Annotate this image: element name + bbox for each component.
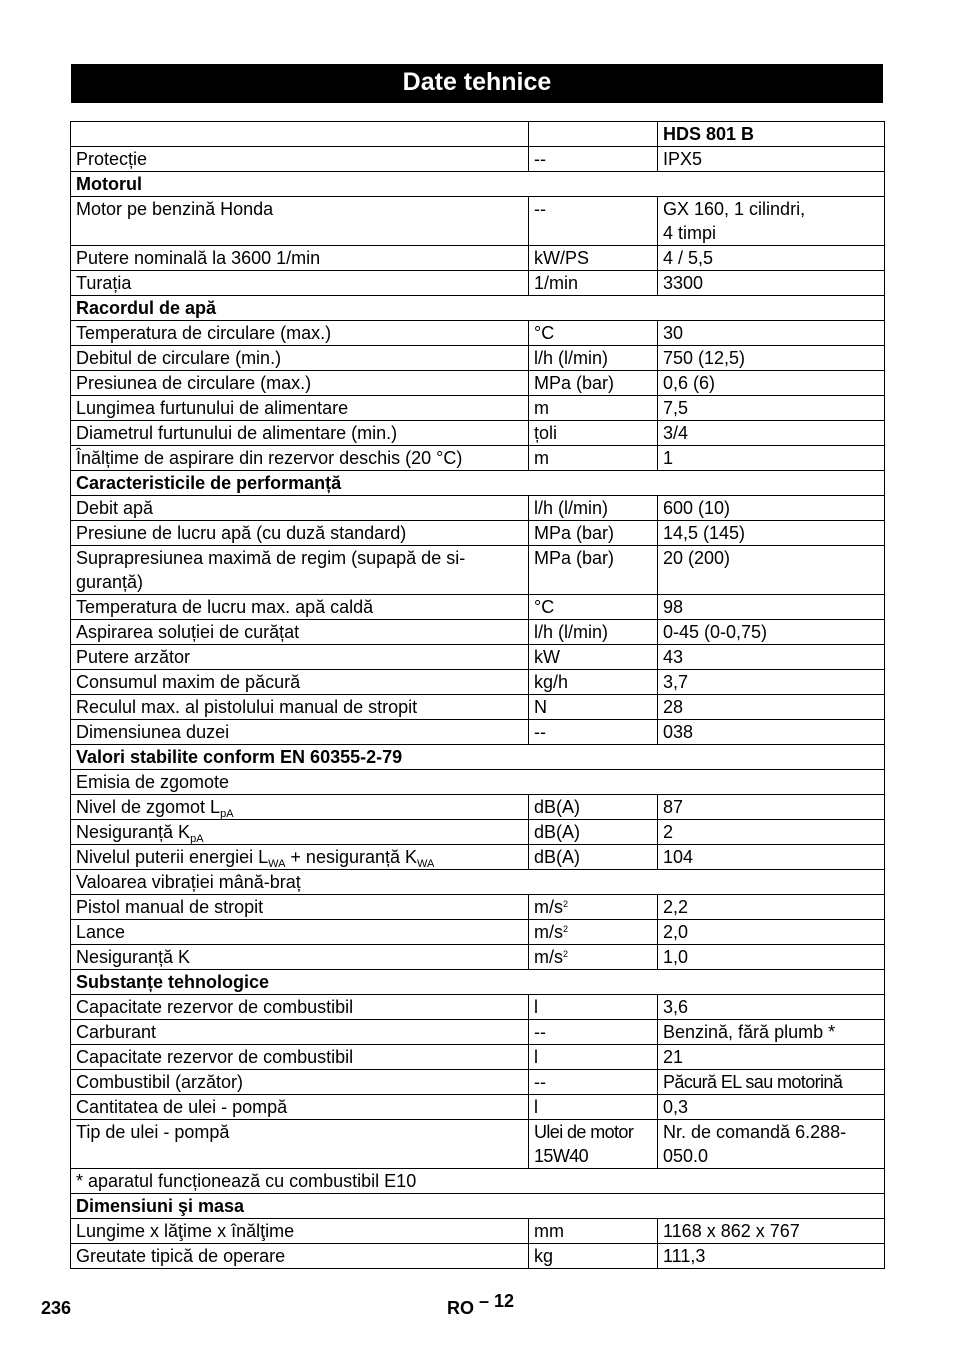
unit-text-line2: 15W40 xyxy=(534,1146,589,1166)
parameter-cell xyxy=(71,645,529,670)
table-row xyxy=(71,246,885,271)
value-cell xyxy=(658,321,885,346)
section-title: Caracteristicile de performanță xyxy=(71,471,885,496)
table-row xyxy=(71,595,885,620)
unit-cell xyxy=(529,147,658,172)
parameter-cell xyxy=(71,1244,529,1269)
value-cell xyxy=(658,421,885,446)
unit-text: 1/min xyxy=(534,273,579,293)
table-row xyxy=(71,496,885,521)
footer-dash: – xyxy=(479,1291,490,1311)
value-text: 104 xyxy=(663,847,694,867)
unit-cell xyxy=(529,271,658,296)
unit-text: °C xyxy=(534,323,555,343)
value-cell xyxy=(658,845,885,870)
value-cell xyxy=(658,945,885,970)
unit-text: -- xyxy=(534,199,546,219)
unit-cell xyxy=(529,1020,658,1045)
section-header-row xyxy=(71,970,885,995)
table-row xyxy=(71,670,885,695)
parameter-cell xyxy=(71,1219,529,1244)
parameter-cell xyxy=(71,1045,529,1070)
parameter-label-line2: guranță) xyxy=(76,572,144,592)
section-header-row xyxy=(71,745,885,770)
table-header-row xyxy=(71,122,885,147)
footer-section-page: 12 xyxy=(494,1291,515,1311)
value-text: Nr. de comandă 6.288- xyxy=(663,1122,847,1142)
section-header-row xyxy=(71,471,885,496)
table-row xyxy=(71,197,885,246)
parameter-subscript: WA xyxy=(417,858,435,870)
parameter-label: Lance xyxy=(76,922,126,942)
parameter-label: Debitul de circulare (min.) xyxy=(76,348,282,368)
parameter-subscript: pA xyxy=(220,808,234,820)
unit-text: l/h (l/min) xyxy=(534,622,609,642)
parameter-label: Debit apă xyxy=(76,498,154,518)
table-row xyxy=(71,1070,885,1095)
value-cell xyxy=(658,521,885,546)
table-row xyxy=(71,795,885,820)
parameter-cell xyxy=(71,945,529,970)
unit-text: l/h (l/min) xyxy=(534,348,609,368)
parameter-cell xyxy=(71,845,529,870)
section-header-row xyxy=(71,296,885,321)
parameter-cell xyxy=(71,1070,529,1095)
value-text: 600 (10) xyxy=(663,498,731,518)
value-cell xyxy=(658,1219,885,1244)
parameter-cell xyxy=(71,446,529,471)
parameter-cell xyxy=(71,546,529,595)
footnote-text: * aparatul funcționează cu combustibil E10 xyxy=(71,1169,885,1194)
page-number: 236 xyxy=(41,1298,72,1318)
value-cell xyxy=(658,1070,885,1095)
unit-cell xyxy=(529,1120,658,1169)
value-text: 0-45 (0-0,75) xyxy=(663,622,768,642)
value-cell xyxy=(658,995,885,1020)
value-cell xyxy=(658,147,885,172)
table-row xyxy=(71,346,885,371)
section-title: Dimensiuni şi masa xyxy=(71,1194,885,1219)
unit-cell xyxy=(529,1070,658,1095)
parameter-label: Lungimea furtunului de alimentare xyxy=(76,398,349,418)
unit-superscript: 2 xyxy=(563,899,569,909)
section-title: Valori stabilite conform EN 60355-2-79 xyxy=(71,745,885,770)
parameter-cell xyxy=(71,895,529,920)
table-row xyxy=(71,371,885,396)
value-text: 14,5 (145) xyxy=(663,523,746,543)
unit-text: l xyxy=(534,1047,538,1067)
value-text: 038 xyxy=(663,722,694,742)
table-row xyxy=(71,845,885,870)
parameter-label: Greutate tipică de operare xyxy=(76,1246,286,1266)
unit-text: dB(A) xyxy=(534,847,581,867)
parameter-cell xyxy=(71,271,529,296)
parameter-label-continued: + nesiguranță K xyxy=(285,847,418,867)
technical-data-body xyxy=(71,122,885,1269)
parameter-label: Nivelul puterii energiei L xyxy=(76,847,269,867)
unit-cell xyxy=(529,1045,658,1070)
parameter-label: Putere nominală la 3600 1/min xyxy=(76,248,321,268)
value-cell xyxy=(658,496,885,521)
parameter-cell xyxy=(71,147,529,172)
unit-text: -- xyxy=(534,1022,546,1042)
value-text: 111,3 xyxy=(663,1246,706,1266)
unit-cell xyxy=(529,845,658,870)
unit-text: -- xyxy=(534,1072,546,1092)
unit-cell xyxy=(529,670,658,695)
table-row xyxy=(71,995,885,1020)
table-row xyxy=(71,720,885,745)
parameter-label: Cantitatea de ulei - pompă xyxy=(76,1097,288,1117)
value-cell xyxy=(658,197,885,246)
subsection-title: Valoarea vibrației mână-braț xyxy=(71,870,885,895)
parameter-label: Dimensiunea duzei xyxy=(76,722,230,742)
parameter-label: Capacitate rezervor de combustibil xyxy=(76,997,354,1017)
value-text: 4 / 5,5 xyxy=(663,248,714,268)
table-row xyxy=(71,895,885,920)
unit-cell xyxy=(529,795,658,820)
table-row xyxy=(71,1120,885,1169)
table-row xyxy=(71,1219,885,1244)
unit-cell xyxy=(529,446,658,471)
unit-cell xyxy=(529,246,658,271)
unit-cell xyxy=(529,396,658,421)
unit-text: mm xyxy=(534,1221,564,1241)
value-text: 0,6 (6) xyxy=(663,373,716,393)
value-cell xyxy=(658,546,885,595)
table-row xyxy=(71,271,885,296)
parameter-label: Presiunea de circulare (max.) xyxy=(76,373,312,393)
parameter-label: Înălțime de aspirare din rezervor deschis (20 °C) xyxy=(76,448,463,468)
unit-superscript: 2 xyxy=(563,924,569,934)
parameter-cell xyxy=(71,1120,529,1169)
table-row xyxy=(71,695,885,720)
value-cell xyxy=(658,1244,885,1269)
value-text: 21 xyxy=(663,1047,684,1067)
value-text: Păcură EL sau motorină xyxy=(663,1072,843,1092)
unit-text: kW xyxy=(534,647,560,667)
unit-cell xyxy=(529,695,658,720)
parameter-label: Temperatura de lucru max. apă caldă xyxy=(76,597,374,617)
parameter-label: Consumul maxim de păcură xyxy=(76,672,301,692)
table-row xyxy=(71,546,885,595)
value-text: 2,0 xyxy=(663,922,689,942)
unit-cell xyxy=(529,895,658,920)
unit-cell xyxy=(529,1219,658,1244)
subheader-row xyxy=(71,770,885,795)
table-row xyxy=(71,147,885,172)
parameter-cell xyxy=(71,521,529,546)
unit-cell xyxy=(529,720,658,745)
unit-cell xyxy=(529,820,658,845)
value-cell xyxy=(658,1095,885,1120)
value-text: 87 xyxy=(663,797,684,817)
unit-cell xyxy=(529,1095,658,1120)
parameter-label: Suprapresiunea maximă de regim (supapă de si- xyxy=(76,548,466,568)
table-row xyxy=(71,321,885,346)
parameter-subscript: pA xyxy=(190,833,204,845)
parameter-cell xyxy=(71,321,529,346)
parameter-label: Putere arzător xyxy=(76,647,191,667)
section-header-row xyxy=(71,1194,885,1219)
value-text: 2 xyxy=(663,822,674,842)
value-cell xyxy=(658,695,885,720)
value-cell xyxy=(658,246,885,271)
unit-cell xyxy=(529,197,658,246)
parameter-cell xyxy=(71,246,529,271)
table-row xyxy=(71,446,885,471)
parameter-cell xyxy=(71,995,529,1020)
value-text: GX 160, 1 cilindri, xyxy=(663,199,806,219)
unit-text: Ulei de motor xyxy=(534,1122,634,1142)
section-header-row xyxy=(71,172,885,197)
unit-text: MPa (bar) xyxy=(534,523,615,543)
parameter-cell xyxy=(71,795,529,820)
unit-cell xyxy=(529,945,658,970)
parameter-cell xyxy=(71,620,529,645)
parameter-cell xyxy=(71,197,529,246)
table-row xyxy=(71,620,885,645)
model-name: HDS 801 B xyxy=(658,122,885,147)
value-text: 750 (12,5) xyxy=(663,348,746,368)
parameter-cell xyxy=(71,670,529,695)
parameter-cell xyxy=(71,371,529,396)
parameter-cell xyxy=(71,720,529,745)
unit-text: m/s xyxy=(534,947,563,967)
unit-text: m xyxy=(534,398,549,418)
value-text: 3,7 xyxy=(663,672,689,692)
parameter-cell xyxy=(71,595,529,620)
parameter-cell xyxy=(71,695,529,720)
unit-text: MPa (bar) xyxy=(534,548,615,568)
value-text: 3/4 xyxy=(663,423,689,443)
parameter-label: Motor pe benzină Honda xyxy=(76,199,274,219)
technical-data-table xyxy=(70,121,885,1269)
value-cell xyxy=(658,1020,885,1045)
value-text: 1 xyxy=(663,448,674,468)
table-row xyxy=(71,421,885,446)
unit-text: MPa (bar) xyxy=(534,373,615,393)
unit-cell xyxy=(529,321,658,346)
value-cell xyxy=(658,620,885,645)
parameter-cell xyxy=(71,496,529,521)
value-cell xyxy=(658,271,885,296)
unit-cell xyxy=(529,595,658,620)
value-text: 3,6 xyxy=(663,997,689,1017)
table-row xyxy=(71,820,885,845)
value-cell xyxy=(658,371,885,396)
footer-lang: RO xyxy=(447,1298,474,1318)
value-text: IPX5 xyxy=(663,149,703,169)
parameter-label: Nesiguranță K xyxy=(76,822,191,842)
parameter-cell xyxy=(71,346,529,371)
unit-text: țoli xyxy=(534,423,558,443)
subheader-row xyxy=(71,870,885,895)
value-cell xyxy=(658,1045,885,1070)
parameter-label: Diametrul furtunului de alimentare (min.) xyxy=(76,423,398,443)
value-text: 1168 x 862 x 767 xyxy=(663,1221,800,1241)
parameter-label: Tip de ulei - pompă xyxy=(76,1122,230,1142)
unit-text: m/s xyxy=(534,897,563,917)
section-title: Racordul de apă xyxy=(71,296,885,321)
unit-text: m xyxy=(534,448,549,468)
parameter-label: Aspirarea soluției de curățat xyxy=(76,622,300,642)
unit-cell xyxy=(529,346,658,371)
value-text: 7,5 xyxy=(663,398,689,418)
unit-text: °C xyxy=(534,597,555,617)
value-cell xyxy=(658,820,885,845)
value-text: 43 xyxy=(663,647,684,667)
value-cell xyxy=(658,446,885,471)
unit-cell xyxy=(529,920,658,945)
value-cell xyxy=(658,645,885,670)
value-cell xyxy=(658,396,885,421)
value-text: 1,0 xyxy=(663,947,689,967)
unit-text: -- xyxy=(534,722,546,742)
unit-cell xyxy=(529,546,658,595)
parameter-cell xyxy=(71,920,529,945)
value-text: 30 xyxy=(663,323,684,343)
value-cell xyxy=(658,795,885,820)
unit-text: l/h (l/min) xyxy=(534,498,609,518)
parameter-label: Temperatura de circulare (max.) xyxy=(76,323,332,343)
parameter-label: Capacitate rezervor de combustibil xyxy=(76,1047,354,1067)
value-text: 20 (200) xyxy=(663,548,731,568)
unit-text: -- xyxy=(534,149,546,169)
parameter-cell xyxy=(71,396,529,421)
value-cell xyxy=(658,670,885,695)
unit-text: N xyxy=(534,697,547,717)
page-title: Date tehnice xyxy=(71,64,883,103)
table-row xyxy=(71,1045,885,1070)
table-row xyxy=(71,920,885,945)
table-row xyxy=(71,1244,885,1269)
value-text-line2: 4 timpi xyxy=(663,223,717,243)
value-cell xyxy=(658,920,885,945)
unit-text: dB(A) xyxy=(534,822,581,842)
header-empty-cell xyxy=(529,122,658,147)
unit-text: l xyxy=(534,1097,538,1117)
parameter-label: Nesiguranță K xyxy=(76,947,191,967)
unit-cell xyxy=(529,1244,658,1269)
value-text: 98 xyxy=(663,597,684,617)
unit-text: dB(A) xyxy=(534,797,581,817)
value-cell xyxy=(658,1120,885,1169)
unit-text: l xyxy=(534,997,538,1017)
table-row xyxy=(71,945,885,970)
unit-cell xyxy=(529,421,658,446)
unit-cell xyxy=(529,995,658,1020)
parameter-label: Reculul max. al pistolului manual de stropit xyxy=(76,697,418,717)
parameter-cell xyxy=(71,421,529,446)
unit-cell xyxy=(529,620,658,645)
table-row xyxy=(71,1095,885,1120)
parameter-subscript: WA xyxy=(268,858,286,870)
parameter-label: Carburant xyxy=(76,1022,157,1042)
parameter-cell xyxy=(71,1095,529,1120)
unit-cell xyxy=(529,371,658,396)
unit-text: kg xyxy=(534,1246,554,1266)
parameter-label: Lungime x lăţime x înălţime xyxy=(76,1221,295,1241)
value-text-line2: 050.0 xyxy=(663,1146,709,1166)
value-cell xyxy=(658,720,885,745)
header-empty-cell xyxy=(71,122,529,147)
unit-text: kW/PS xyxy=(534,248,590,268)
parameter-label: Protecție xyxy=(76,149,148,169)
table-row xyxy=(71,521,885,546)
table-row xyxy=(71,1020,885,1045)
parameter-label: Nivel de zgomot L xyxy=(76,797,221,817)
value-text: 2,2 xyxy=(663,897,689,917)
section-title: Substanțe tehnologice xyxy=(71,970,885,995)
unit-text: m/s xyxy=(534,922,563,942)
section-title: Motorul xyxy=(71,172,885,197)
table-row xyxy=(71,645,885,670)
subsection-title: Emisia de zgomote xyxy=(71,770,885,795)
parameter-cell xyxy=(71,1020,529,1045)
unit-text: kg/h xyxy=(534,672,569,692)
parameter-label: Pistol manual de stropit xyxy=(76,897,264,917)
table-row xyxy=(71,396,885,421)
parameter-label: Combustibil (arzător) xyxy=(76,1072,244,1092)
value-cell xyxy=(658,595,885,620)
value-text: 28 xyxy=(663,697,684,717)
unit-cell xyxy=(529,645,658,670)
parameter-label: Presiune de lucru apă (cu duză standard) xyxy=(76,523,407,543)
value-text: 3300 xyxy=(663,273,704,293)
unit-cell xyxy=(529,496,658,521)
note-row xyxy=(71,1169,885,1194)
value-text: Benzină, fără plumb * xyxy=(663,1022,836,1042)
value-cell xyxy=(658,346,885,371)
value-cell xyxy=(658,895,885,920)
unit-superscript: 2 xyxy=(563,949,569,959)
footer-section-label xyxy=(447,1291,515,1319)
parameter-label: Turația xyxy=(76,273,132,293)
unit-cell xyxy=(529,521,658,546)
value-text: 0,3 xyxy=(663,1097,689,1117)
parameter-cell xyxy=(71,820,529,845)
